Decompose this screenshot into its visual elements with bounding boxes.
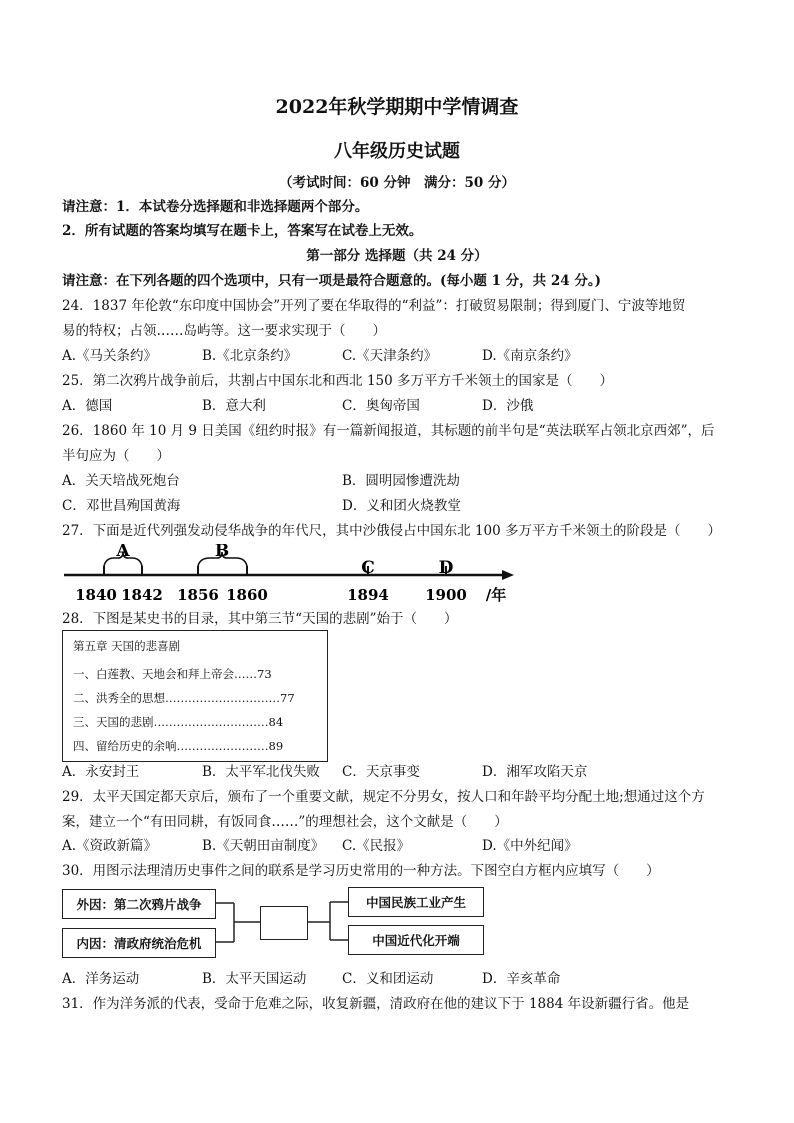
q30-option-b: B．太平天国运动 — [202, 971, 307, 987]
q29-option-b: B.《天朝田亩制度》 — [202, 838, 325, 854]
q24-option-a: A.《马关条约》 — [62, 348, 158, 364]
q24-option-d: D.《南京条约》 — [482, 348, 578, 364]
timeline-label-a: A — [116, 544, 130, 561]
timeline-year: 1860 — [226, 586, 268, 604]
timeline-arrow — [502, 570, 514, 580]
q27-line-1: 27．下面是近代列强发动侵华战争的年代尺，其中沙俄侵占中国东北 100 多万平方千米领土的阶段是（ ） — [62, 523, 722, 539]
result-industry-box: 中国民族工业产生 — [348, 887, 484, 917]
q29-line-1: 29．太平天国定都天京后，颁布了一个重要文献，规定不分男女，按人口和年龄平均分配土地;想通过这个方 — [62, 789, 705, 805]
timeline-label-b: B — [214, 544, 230, 561]
toc-box — [62, 630, 328, 762]
blank-answer-box — [260, 906, 308, 940]
timeline-unit: /年 — [485, 586, 507, 604]
toc-item: 一、白莲教、天地会和拜上帝会……73 — [73, 667, 272, 681]
internal-cause-box: 内因：清政府统治危机 — [62, 928, 216, 958]
timeline-year: 1894 — [347, 586, 389, 604]
q30-option-c: C．义和团运动 — [342, 971, 434, 987]
notice-line-1: 请注意：1．本试卷分选择题和非选择题两个部分。 — [62, 199, 369, 215]
q29-line-2: 案，建立一个“有田同耕，有饭同食……”的理想社会，这个文献是（ ） — [62, 814, 508, 830]
toc-item: 三、天国的悲剧…………………………84 — [73, 715, 284, 729]
part1-title: 第一部分 选择题（共 24 分） — [306, 248, 488, 264]
q26-option-a: A．关天培战死炮台 — [62, 473, 180, 489]
timeline-label-d: D — [438, 558, 454, 578]
q28-line-1: 28．下图是某史书的目录，其中第三节“天国的悲剧”始于（ ） — [62, 611, 458, 627]
q29-option-c: C.《民报》 — [342, 838, 411, 854]
q26-option-d: D．义和团火烧教堂 — [342, 498, 461, 514]
q24-line-2: 易的特权；占领……岛屿等。这一要求实现于（ ） — [62, 323, 386, 339]
q29-option-d: D.《中外纪闻》 — [482, 838, 578, 854]
q26-line-2: 半句应为（ ） — [62, 448, 170, 464]
q24-option-b: B.《北京条约》 — [202, 348, 298, 364]
part1-instruction: 请注意：在下列各题的四个选项中，只有一项是最符合题意的。(每小题 1 分，共 24 分。) — [62, 273, 602, 289]
exam-subtitle: 八年级历史试题 — [334, 141, 460, 162]
q28-option-a: A．永安封王 — [62, 764, 140, 780]
timeline-year: 1900 — [425, 586, 467, 604]
q30-option-a: A．洋务运动 — [62, 971, 140, 987]
timeline-year: 1840 — [75, 586, 117, 604]
external-cause-box: 外因：第二次鸦片战争 — [62, 889, 216, 919]
toc-item: 四、留给历史的余响……………………89 — [73, 739, 284, 753]
toc-item: 二、洪秀全的思想…………………………77 — [73, 691, 295, 705]
q31-line-1: 31．作为洋务派的代表，受命于危难之际，收复新疆，清政府在他的建议下于 1884 年设新疆行省。他是 — [62, 996, 690, 1012]
q25-option-b: B．意大利 — [202, 398, 266, 414]
notice-line-2: 2．所有试题的答案均填写在题卡上，答案写在试卷上无效。 — [62, 223, 423, 239]
q26-option-c: C．邓世昌殉国黄海 — [62, 498, 181, 514]
toc-chapter: 第五章 天国的悲喜剧 — [73, 639, 181, 653]
q28-option-c: C．天京事变 — [342, 764, 420, 780]
q28-option-b: B．太平军北伐失败 — [202, 764, 320, 780]
q26-option-b: B．圆明园惨遭洗劫 — [342, 473, 460, 489]
exam-info: （考试时间：60 分钟 满分：50 分） — [279, 175, 515, 191]
result-modernization-box: 中国近代化开端 — [348, 925, 484, 955]
q24-line-1: 24．1837 年伦敦“东印度中国协会”开列了要在华取得的“利益”：打破贸易限制；得到厦门、宁波等地贸 — [62, 298, 686, 314]
q25-option-d: D．沙俄 — [482, 398, 534, 414]
q29-option-a: A.《资政新篇》 — [62, 838, 158, 854]
q26-line-1: 26．1860 年 10 月 9 日美国《纽约时报》有一篇新闻报道，其标题的前半句是“英法联军占领北京西郊”，后 — [62, 423, 715, 439]
cause-diagram — [62, 884, 492, 962]
q28-option-d: D．湘军攻陷天京 — [482, 764, 588, 780]
q25-line-1: 25．第二次鸦片战争前后，共割占中国东北和西北 150 多万平方千米领土的国家是（ ） — [62, 373, 614, 389]
timeline-year: 1842 — [121, 586, 163, 604]
q24-option-c: C.《天津条约》 — [342, 348, 438, 364]
q25-option-a: A．德国 — [62, 398, 113, 414]
q30-option-d: D．辛亥革命 — [482, 971, 561, 987]
timeline-year: 1856 — [177, 586, 219, 604]
exam-title: 2022年秋学期期中学情调查 — [275, 96, 519, 118]
q25-option-c: C．奥匈帝国 — [342, 398, 420, 414]
timeline-label-c: C — [361, 558, 375, 578]
timeline-ruler — [62, 544, 527, 606]
q30-line-1: 30．用图示法理清历史事件之间的联系是学习历史常用的一种方法。下图空白方框内应填写（ ） — [62, 863, 660, 879]
